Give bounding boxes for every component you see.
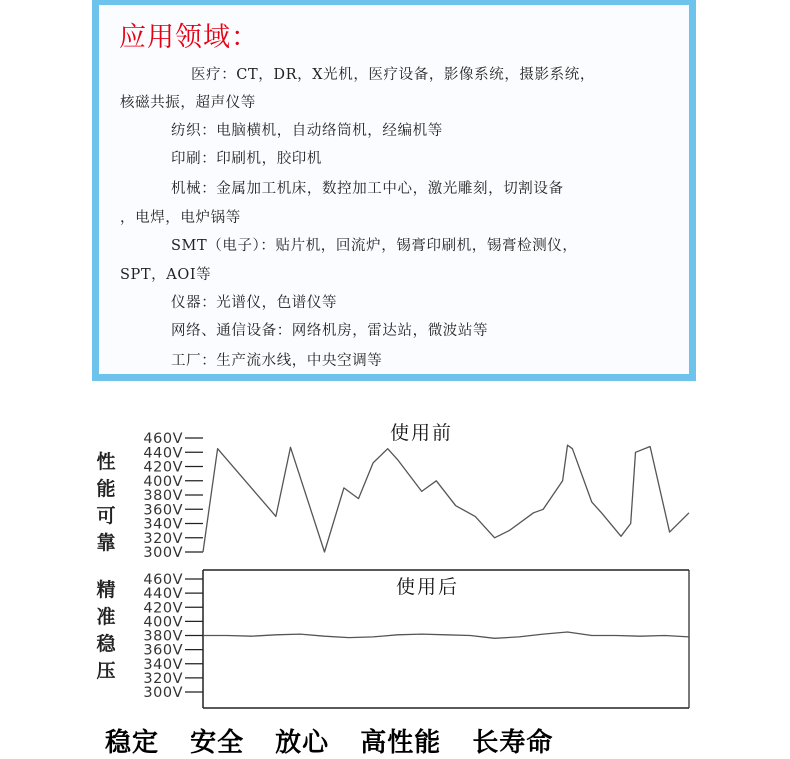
- side-label-char: 可: [96, 505, 116, 527]
- slogan-item: 稳定: [105, 728, 160, 758]
- side-label-char: 能: [96, 478, 116, 500]
- slogan-item: 放心: [275, 728, 330, 758]
- side-label-char: 精: [96, 579, 116, 601]
- application-line: 机械：金属加工机床，数控加工中心，激光雕刻，切割设备: [171, 181, 564, 197]
- applications-panel: [92, 0, 696, 381]
- voltage-series-line: [203, 632, 689, 638]
- y-tick-label: 420V: [143, 600, 183, 617]
- application-line: 核磁共振，超声仪等: [120, 95, 256, 111]
- y-tick-label: 380V: [143, 628, 183, 645]
- side-label-char: 压: [96, 660, 116, 682]
- y-tick-label: 400V: [143, 614, 183, 631]
- y-tick-label: 300V: [143, 545, 183, 561]
- application-line: 工厂：生产流水线，中央空调等: [171, 353, 383, 369]
- application-line: SPT，AOI等: [120, 267, 212, 283]
- application-line: 印刷：印刷机，胶印机: [171, 151, 322, 167]
- y-tick-label: 440V: [143, 586, 183, 603]
- side-label-char: 性: [96, 451, 116, 473]
- voltage-charts: [0, 395, 790, 713]
- y-tick-label: 300V: [143, 685, 183, 701]
- y-tick-label: 340V: [143, 656, 183, 673]
- application-line: 医疗：CT，DR，X光机，医疗设备，影像系统，摄影系统，: [191, 67, 595, 83]
- voltage-series-line: [203, 445, 689, 552]
- side-label-char: 稳: [96, 633, 116, 655]
- y-tick-label: 320V: [143, 530, 183, 547]
- chart-title: 使用前: [390, 422, 454, 444]
- application-line: SMT（电子）：贴片机，回流炉，锡膏印刷机，锡膏检测仪，: [171, 238, 578, 254]
- y-tick-label: 320V: [143, 670, 183, 687]
- slogan-item: 安全: [190, 728, 245, 758]
- application-line: 纺织：电脑横机，自动络筒机，经编机等: [171, 123, 443, 139]
- application-line: ，电焊，电炉锅等: [120, 210, 241, 226]
- application-line: 网络、通信设备：网络机房，雷达站，微波站等: [171, 323, 489, 339]
- y-tick-label: 440V: [143, 445, 183, 462]
- y-tick-label: 360V: [143, 502, 183, 519]
- chart-title: 使用后: [396, 576, 460, 598]
- y-tick-label: 400V: [143, 473, 183, 490]
- side-label-char: 准: [96, 606, 116, 628]
- slogan: [105, 722, 575, 759]
- y-tick-label: 460V: [143, 431, 183, 447]
- slogan-item: 高性能: [360, 728, 442, 758]
- y-tick-label: 460V: [143, 572, 183, 588]
- y-tick-label: 420V: [143, 459, 183, 476]
- y-tick-label: 380V: [143, 488, 183, 504]
- application-line: 仪器：光谱仪，色谱仪等: [171, 295, 338, 311]
- y-tick-label: 360V: [143, 642, 183, 659]
- panel-title: 应用领域：: [119, 22, 259, 53]
- slogan-item: 长寿命: [472, 728, 554, 758]
- side-label-char: 靠: [96, 532, 116, 554]
- y-tick-label: 340V: [143, 516, 183, 533]
